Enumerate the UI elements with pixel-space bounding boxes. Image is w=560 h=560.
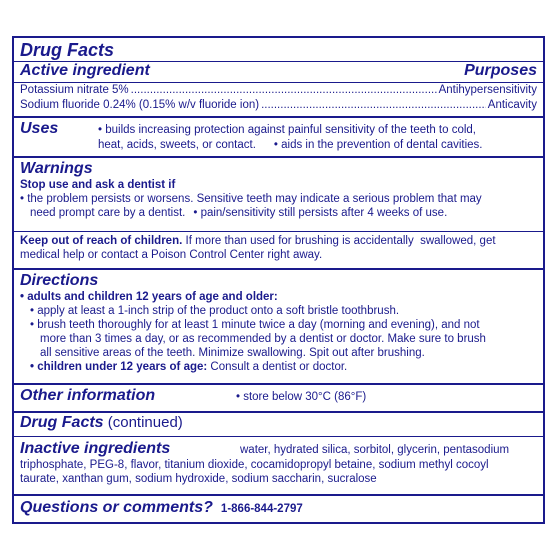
purposes-heading: Purposes: [464, 62, 537, 79]
other-info-section: [14, 387, 543, 405]
keep-out-bold: Keep out of reach of children.: [20, 235, 183, 247]
uses-line-2b: • aids in the prevention of dental cavities.: [273, 139, 483, 151]
questions-phone: 1-866-844-2797: [220, 503, 303, 515]
active-rows: [14, 83, 543, 112]
active-row: [20, 98, 537, 112]
continued-section: [14, 414, 543, 432]
keep-out-text: If more than used for brushing is accidentally swallowed, get: [182, 235, 496, 247]
divider: [14, 383, 543, 385]
directions-line-2: • brush teeth thoroughly for at least 1 minute twice a day (morning and evening), and not: [30, 319, 480, 331]
uses-line-1: • builds increasing protection against painful sensitivity of the teeth to cold,: [98, 124, 476, 136]
drug-facts-panel: [12, 36, 545, 524]
warnings-line-1: • the problem persists or worsens. Sensitive teeth may indicate a serious problem that may: [20, 193, 482, 205]
active-row: [20, 83, 537, 97]
questions-heading: Questions or comments?: [20, 499, 213, 516]
warnings-line-2: need prompt care by a dentist.: [30, 207, 186, 219]
divider: [14, 116, 543, 118]
directions-line-4: all sensitive areas of the teeth. Minimize swallowing. Spit out after brushing.: [40, 347, 425, 359]
inactive-heading: Inactive ingredients: [20, 440, 171, 457]
divider: [14, 411, 543, 413]
inactive-line-1: water, hydrated silica, sorbitol, glycerin, pentasodium: [240, 444, 510, 456]
directions-children-bold: • children under 12 years of age:: [30, 361, 208, 373]
warnings-section: [14, 160, 543, 220]
other-info-text: • store below 30°C (86°F): [236, 391, 367, 403]
divider: [14, 231, 543, 232]
questions-section: [14, 499, 543, 517]
continued-label: (continued): [103, 414, 183, 431]
inactive-section: [14, 440, 543, 486]
continued-title: Drug Facts: [20, 414, 104, 431]
ingredient: Sodium fluoride 0.24% (0.15% w/v fluoride ion): [20, 99, 260, 111]
divider: [14, 268, 543, 270]
directions-section: [14, 272, 543, 374]
directions-adults: • adults and children 12 years of age and older:: [20, 291, 278, 303]
drug-facts-title: Drug Facts: [20, 40, 115, 60]
warnings-stop-use: Stop use and ask a dentist if: [20, 179, 176, 191]
directions-line-3: more than 3 times a day, or as recommended by a dentist or doctor. Make sure to brush: [40, 333, 486, 345]
uses-heading: Uses: [20, 120, 59, 137]
warnings-line-2b: • pain/sensitivity still persists after 4 weeks of use.: [193, 207, 448, 219]
divider: [14, 156, 543, 158]
other-info-heading: Other information: [20, 387, 156, 404]
divider: [14, 436, 543, 437]
inactive-line-3: taurate, xanthan gum, sodium hydroxide, sodium saccharin, sucralose: [20, 473, 377, 485]
keep-out-line-2: medical help or contact a Poison Control Center right away.: [20, 249, 323, 261]
warnings-heading: Warnings: [20, 160, 93, 177]
active-ingredients-section: [14, 62, 543, 80]
ingredient: Potassium nitrate 5%: [20, 84, 129, 96]
purpose: Anticavity: [487, 99, 537, 111]
keep-out-section: [14, 234, 543, 262]
active-ingredient-heading: Active ingredient: [20, 62, 150, 79]
directions-children-text: Consult a dentist or doctor.: [207, 361, 348, 373]
directions-heading: Directions: [20, 272, 99, 289]
divider: [14, 494, 543, 496]
uses-line-2: heat, acids, sweets, or contact.: [98, 139, 256, 151]
inactive-line-2: triphosphate, PEG-8, flavor, titanium dioxide, cocamidopropyl betaine, sodium methyl cocoyl: [20, 459, 489, 471]
purpose: Antihypersensitivity: [438, 84, 537, 96]
uses-section: [14, 120, 543, 152]
directions-line-1: • apply at least a 1-inch strip of the product onto a soft bristle toothbrush.: [30, 305, 400, 317]
